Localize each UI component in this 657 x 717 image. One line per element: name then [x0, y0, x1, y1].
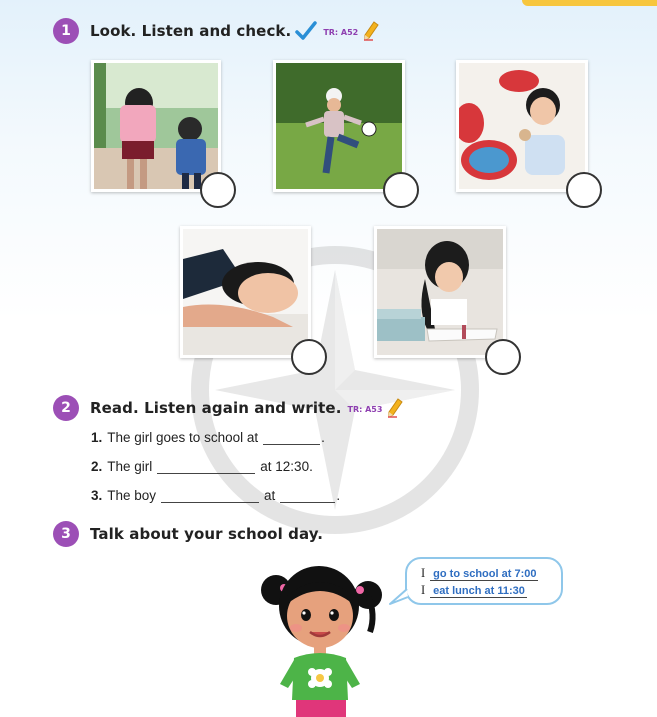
sentence-2: 2. The girl at 12:30. [91, 459, 313, 474]
section-number-badge: 2 [53, 395, 79, 421]
answer-blank[interactable] [161, 490, 259, 503]
check-circle-3[interactable] [566, 172, 602, 208]
answer-blank[interactable] [280, 490, 335, 503]
section-number-badge: 1 [53, 18, 79, 44]
section-title: Look. Listen and check. [90, 22, 292, 40]
bubble-line-2: I eat lunch at 11:30 [421, 583, 525, 597]
example-answer: go to school at 7:00 [430, 568, 538, 581]
section-2-header [53, 395, 403, 421]
pencil-icon [387, 398, 403, 418]
section-3-header [53, 521, 323, 547]
check-circle-5[interactable] [485, 339, 521, 375]
pencil-icon [363, 21, 379, 41]
track-label: TR: A53 [347, 405, 383, 414]
answer-blank[interactable] [157, 461, 255, 474]
section-title: Read. Listen again and write. [90, 399, 342, 417]
check-circle-4[interactable] [291, 339, 327, 375]
sentence-1: 1. The girl goes to school at . [91, 430, 325, 445]
corner-tab [522, 0, 657, 6]
photo-walking-to-school [91, 60, 221, 192]
check-circle-2[interactable] [383, 172, 419, 208]
cartoon-girl-illustration [256, 560, 386, 717]
bubble-tail [388, 587, 410, 607]
track-label: TR: A52 [323, 28, 359, 37]
photo-sleeping [180, 226, 311, 358]
photo-eating-lunch [456, 60, 588, 192]
speech-bubble [405, 557, 563, 605]
section-1-header [53, 18, 379, 44]
bubble-line-1: I go to school at 7:00 [421, 566, 537, 580]
photo-reading [374, 226, 506, 358]
section-title: Talk about your school day. [90, 525, 324, 543]
sentence-3: 3. The boy at . [91, 488, 341, 503]
photo-playing-soccer [273, 60, 405, 192]
check-icon [295, 21, 317, 41]
answer-blank[interactable] [263, 432, 320, 445]
example-answer: eat lunch at 11:30 [430, 585, 527, 598]
check-circle-1[interactable] [200, 172, 236, 208]
section-number-badge: 3 [53, 521, 79, 547]
